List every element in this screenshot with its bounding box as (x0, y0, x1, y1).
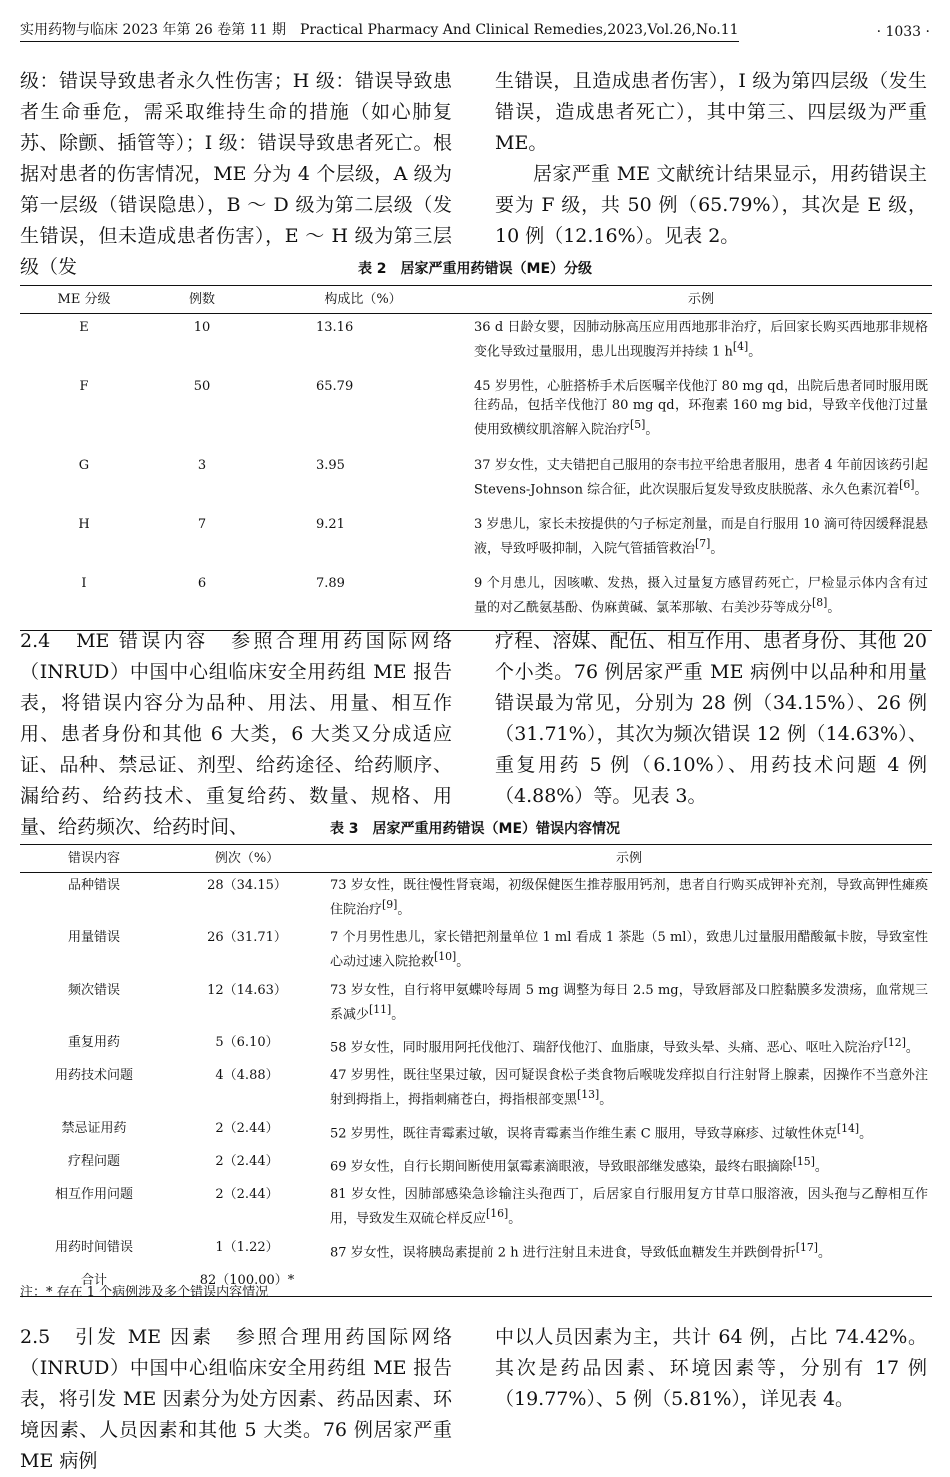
example-cell (326, 1182, 932, 1234)
running-header (20, 14, 930, 42)
example-end: 。 (391, 1006, 405, 1022)
section-2-5-right-text: 中以人员因素为主，共计 64 例，占比 74.42%。其次是药品因素、环境因素等，分别有 17 例（19.77%）、5 例（5.81%），详见表 4。 (495, 1326, 927, 1410)
section-2-5-left (20, 1322, 452, 1477)
top-right-paragraph-2: 居家严重 ME 文献统计结果显示，用药错误主要为 F 级，共 50 例（65.79%），其次是 E 级，10 例（12.16%）。见表 2。 (495, 163, 927, 247)
table3-caption: 表 3 居家严重用药错误（ME）错误内容情况 (329, 821, 621, 837)
pct-cell: 9.21 (316, 516, 345, 532)
citation-ref: [8] (812, 596, 828, 610)
example-end: 。 (599, 1092, 613, 1108)
table3 (20, 844, 932, 1297)
table2-header-grade: ME 分级 (20, 286, 148, 314)
table-row (20, 1030, 932, 1063)
example-cell (326, 978, 932, 1030)
citation-ref: [5] (630, 418, 646, 432)
error-type-cell: 相互作用问题 (54, 1187, 133, 1203)
citation-ref: [17] (795, 1240, 818, 1254)
example-cell (326, 1116, 932, 1149)
section-2-5-paragraph (20, 1322, 452, 1477)
table-row (20, 314, 932, 374)
example-end: 。 (508, 1211, 522, 1227)
citation-ref: [7] (695, 536, 711, 550)
citation-ref: [13] (577, 1088, 600, 1102)
citation-ref: [14] (836, 1121, 860, 1135)
example-end: 。 (814, 1159, 828, 1175)
error-type-cell: 禁忌证用药 (61, 1120, 127, 1136)
total-count-cell: 82（100.00）* (168, 1268, 326, 1297)
example-cell (326, 1235, 932, 1268)
section-2-4-left-text: 参照合理用药国际网络（INRUD）中国中心组临床安全用药组 ME 报告表，将错误内容分为品种、用法、用量、相互作用、患者身份和其他 6 大类，6 大类又分成适应证、品种、禁忌证、剂型、给药途径、给药顺序、漏给药、给药技术、重复给药、数量、规格、用量、给药频次、给药时间、 (20, 630, 452, 838)
top-right-paragraph-1: 生错误，且造成患者伤害），I 级为第四层级（发生错误，造成患者死亡），其中第三、四层级为严重 ME。 (495, 70, 927, 154)
example-text: 81 岁女性，因肺部感染急诊输注头孢西丁，后居家自行服用复方甘草口服溶液，因头孢与乙醇相互作用，导致发生双硫仑样反应 (330, 1187, 928, 1227)
example-text: 52 岁男性，既往青霉素过敏，误将青霉素当作维生素 C 服用，导致荨麻疹、过敏性休克 (330, 1125, 837, 1141)
pct-cell: 65.79 (316, 379, 354, 395)
example-end: 。 (710, 541, 724, 557)
example-cell (470, 452, 932, 511)
grade-cell: G (78, 457, 90, 473)
section-2-4-right-text: 疗程、溶媒、配伍、相互作用、患者身份、其他 20 个小类。76 例居家严重 ME 病例中以品种和用量错误最为常见，分别为 28 例（34.15%）、26 例（31.71%），其次为频次错误 12 例（14.63%）、重复用药 5 例（6.10%）、用药技术问题 4 例（4.88%）等。见表 3。 (495, 630, 927, 807)
table-row (20, 1235, 932, 1268)
count-cell: 50 (193, 379, 211, 395)
example-cell (326, 1063, 932, 1115)
section-2-5-number: 2.5 (20, 1326, 51, 1348)
example-cell (470, 373, 932, 451)
section-2-5-right (495, 1322, 927, 1415)
count-cell: 10 (193, 320, 211, 335)
table2-header-count: 例数 (148, 286, 256, 314)
count-cell: 2（2.44） (215, 1187, 279, 1203)
example-cell (326, 873, 932, 926)
grade-cell: E (79, 320, 89, 335)
table3-header-example: 示例 (326, 845, 932, 873)
error-type-cell: 用药时间错误 (54, 1239, 133, 1255)
pct-cell: 3.95 (316, 457, 345, 473)
table2-header-pct: 构成比（%） (256, 286, 470, 314)
error-type-cell: 品种错误 (67, 878, 120, 893)
example-end: 。 (827, 600, 841, 616)
section-2-5-left-text: 参照合理用药国际网络（INRUD）中国中心组临床安全用药组 ME 报告表，将引发 ME 因素分为处方因素、药品因素、环境因素、人员因素和其他 5 大类。76 例居家严重 ME 病例 (20, 1326, 452, 1472)
example-text: 7 个月男性患儿，家长错把剂量单位 1 ml 看成 1 茶匙（5 ml），致患儿过量服用醋酸氟卡胺，导致室性心动过速入院抢救 (330, 930, 928, 970)
grade-cell: H (78, 516, 90, 532)
citation-ref: [10] (434, 950, 457, 964)
table-row (20, 925, 932, 977)
table-row (20, 978, 932, 1030)
citation-ref: [11] (369, 1002, 392, 1016)
table3-header-row (20, 845, 932, 873)
grade-cell: F (79, 379, 89, 395)
error-type-cell: 重复用药 (67, 1034, 120, 1050)
citation-ref: [9] (382, 898, 398, 911)
example-cell (326, 1149, 932, 1182)
example-cell (326, 1030, 932, 1063)
pct-cell: 13.16 (316, 320, 354, 335)
table2-header-example: 示例 (470, 286, 932, 314)
count-cell: 1（1.22） (215, 1239, 279, 1255)
example-cell (470, 511, 932, 570)
table2-caption: 表 2 居家严重用药错误（ME）分级 (357, 261, 593, 277)
example-text: 36 d 日龄女婴，因肺动脉高压应用西地那非治疗，后回家长购买西地那非规格变化导致过量服用，患儿出现腹泻并持续 1 h (474, 320, 928, 360)
example-cell (470, 314, 932, 374)
table-row (20, 873, 932, 926)
error-type-cell: 疗程问题 (67, 1153, 120, 1169)
total-example-cell (326, 1268, 932, 1297)
table-row (20, 511, 932, 570)
count-cell: 3 (197, 457, 207, 473)
error-type-cell: 用药技术问题 (54, 1068, 133, 1084)
count-cell: 4（4.88） (215, 1068, 279, 1084)
example-text: 58 岁女性，同时服用阿托伐他汀、瑞舒伐他汀、血脂康，导致头晕、头痛、恶心、呕吐入院治疗 (330, 1040, 884, 1056)
table-row (20, 1116, 932, 1149)
example-end: 。 (905, 1040, 919, 1056)
example-end: 。 (748, 344, 762, 360)
table-row (20, 570, 932, 630)
table-row (20, 1063, 932, 1115)
section-2-4-title: ME 错误内容 (76, 630, 209, 652)
pct-cell: 7.89 (256, 570, 470, 630)
example-end: 。 (859, 1125, 873, 1141)
table3-note: 注：* 存在 1 个病例涉及多个错误内容情况 (20, 1285, 269, 1300)
table-row (20, 1182, 932, 1234)
count-cell: 28（34.15） (207, 878, 287, 893)
example-text: 45 岁男性，心脏搭桥手术后医嘱辛伐他汀 80 mg qd，出院后患者同时服用既往药品，包括辛伐他汀 80 mg qd，环孢素 160 mg bid，导致辛伐他汀过量使用致横纹肌溶解入院治疗 (474, 379, 928, 438)
example-end: 。 (456, 954, 470, 970)
section-2-4-paragraph (20, 626, 452, 843)
section-2-4-left (20, 626, 452, 843)
citation-ref: [15] (792, 1154, 815, 1168)
table-row (20, 452, 932, 511)
example-text: 47 岁男性，既往坚果过敏，因可疑误食松子类食物后喉咙发痒拟自行注射肾上腺素，因操作不当意外注射到拇指上，拇指刺痛苍白，拇指根部变黑 (330, 1068, 928, 1108)
top-right-column (495, 66, 927, 252)
count-cell: 5（6.10） (215, 1034, 279, 1050)
table-row (20, 1149, 932, 1182)
table3-header-type: 错误内容 (20, 845, 168, 873)
count-cell: 26（31.71） (207, 930, 287, 946)
journal-info: 实用药物与临床 2023 年第 26 卷第 11 期 Practical Pharmacy And Clinical Remedies,2023,Vol.26,No.11 (20, 19, 739, 42)
citation-ref: [4] (732, 340, 749, 353)
example-end: 。 (914, 481, 928, 497)
example-end: 。 (645, 422, 659, 438)
example-text: 37 岁女性，丈夫错把自己服用的奈韦拉平给患者服用，患者 4 年前因该药引起 Stevens-Johnson 综合征，此次误服后复发导致皮肤脱落、永久色素沉着 (474, 457, 928, 497)
citation-ref: [6] (899, 477, 915, 491)
example-text: 69 岁女性，自行长期间断使用氯霉素滴眼液，导致眼部继发感染，最终右眼摘除 (330, 1159, 793, 1175)
total-label-cell: 合计 (20, 1268, 168, 1297)
count-cell: 12（14.63） (207, 982, 287, 998)
example-cell (470, 570, 932, 630)
example-text: 73 岁女性，既往慢性肾衰竭，初级保健医生推荐服用钙剂，患者自行购买成钾补充剂，导致高钾性瘫痪住院治疗 (330, 878, 928, 918)
example-end: 。 (397, 902, 411, 918)
example-text: 87 岁女性，误将胰岛素提前 2 h 进行注射且未进食，导致低血糖发生并跌倒骨折 (330, 1244, 796, 1260)
citation-ref: [12] (883, 1035, 906, 1049)
table3-header-count: 例次（%） (168, 845, 326, 873)
error-type-cell: 频次错误 (67, 982, 120, 998)
count-cell: 2（2.44） (215, 1120, 279, 1136)
example-cell (326, 925, 932, 977)
grade-cell: I (20, 570, 148, 630)
table-row (20, 373, 932, 451)
count-cell: 6 (148, 570, 256, 630)
count-cell: 2（2.44） (215, 1153, 279, 1169)
example-text: 9 个月患儿，因咳嗽、发热，摄入过量复方感冒药死亡，尸检显示体内含有过量的对乙酰氨基酚、伪麻黄碱、氯苯那敏、右美沙芬等成分 (474, 576, 928, 616)
example-text: 3 岁患儿，家长未按提供的勺子标定剂量，而是自行服用 10 滴可待因缓释混悬液，导致呼吸抑制，入院气管插管救治 (474, 516, 928, 557)
citation-ref: [16] (486, 1207, 509, 1221)
error-type-cell: 用量错误 (67, 930, 120, 946)
count-cell: 7 (197, 516, 207, 532)
example-text: 73 岁女性，自行将甲氨蝶呤每周 5 mg 调整为每日 2.5 mg，导致唇部及口腔黏膜多发溃疡，血常规三系减少 (330, 982, 928, 1022)
table2 (20, 285, 932, 631)
top-left-text: 级：错误导致患者永久性伤害；H 级：错误导致患者生命垂危，需采取维持生命的措施（如心肺复苏、除颤、插管等）；I 级：错误导致患者死亡。根据对患者的伤害情况，ME 分为 4 个层级，A 级为第一层级（错误隐患），B ～ D 级为第二层级（发生错误，但未造成患者伤害），E ～ H 级为第三层级（发 (20, 70, 452, 278)
section-2-4-right (495, 626, 927, 812)
section-2-4-number: 2.4 (20, 630, 51, 652)
section-2-5-title: 引发 ME 因素 (75, 1326, 214, 1348)
page-number: · 1033 · (876, 24, 930, 40)
top-left-column (20, 66, 452, 283)
example-end: 。 (817, 1244, 831, 1260)
table2-header-row (20, 286, 932, 314)
